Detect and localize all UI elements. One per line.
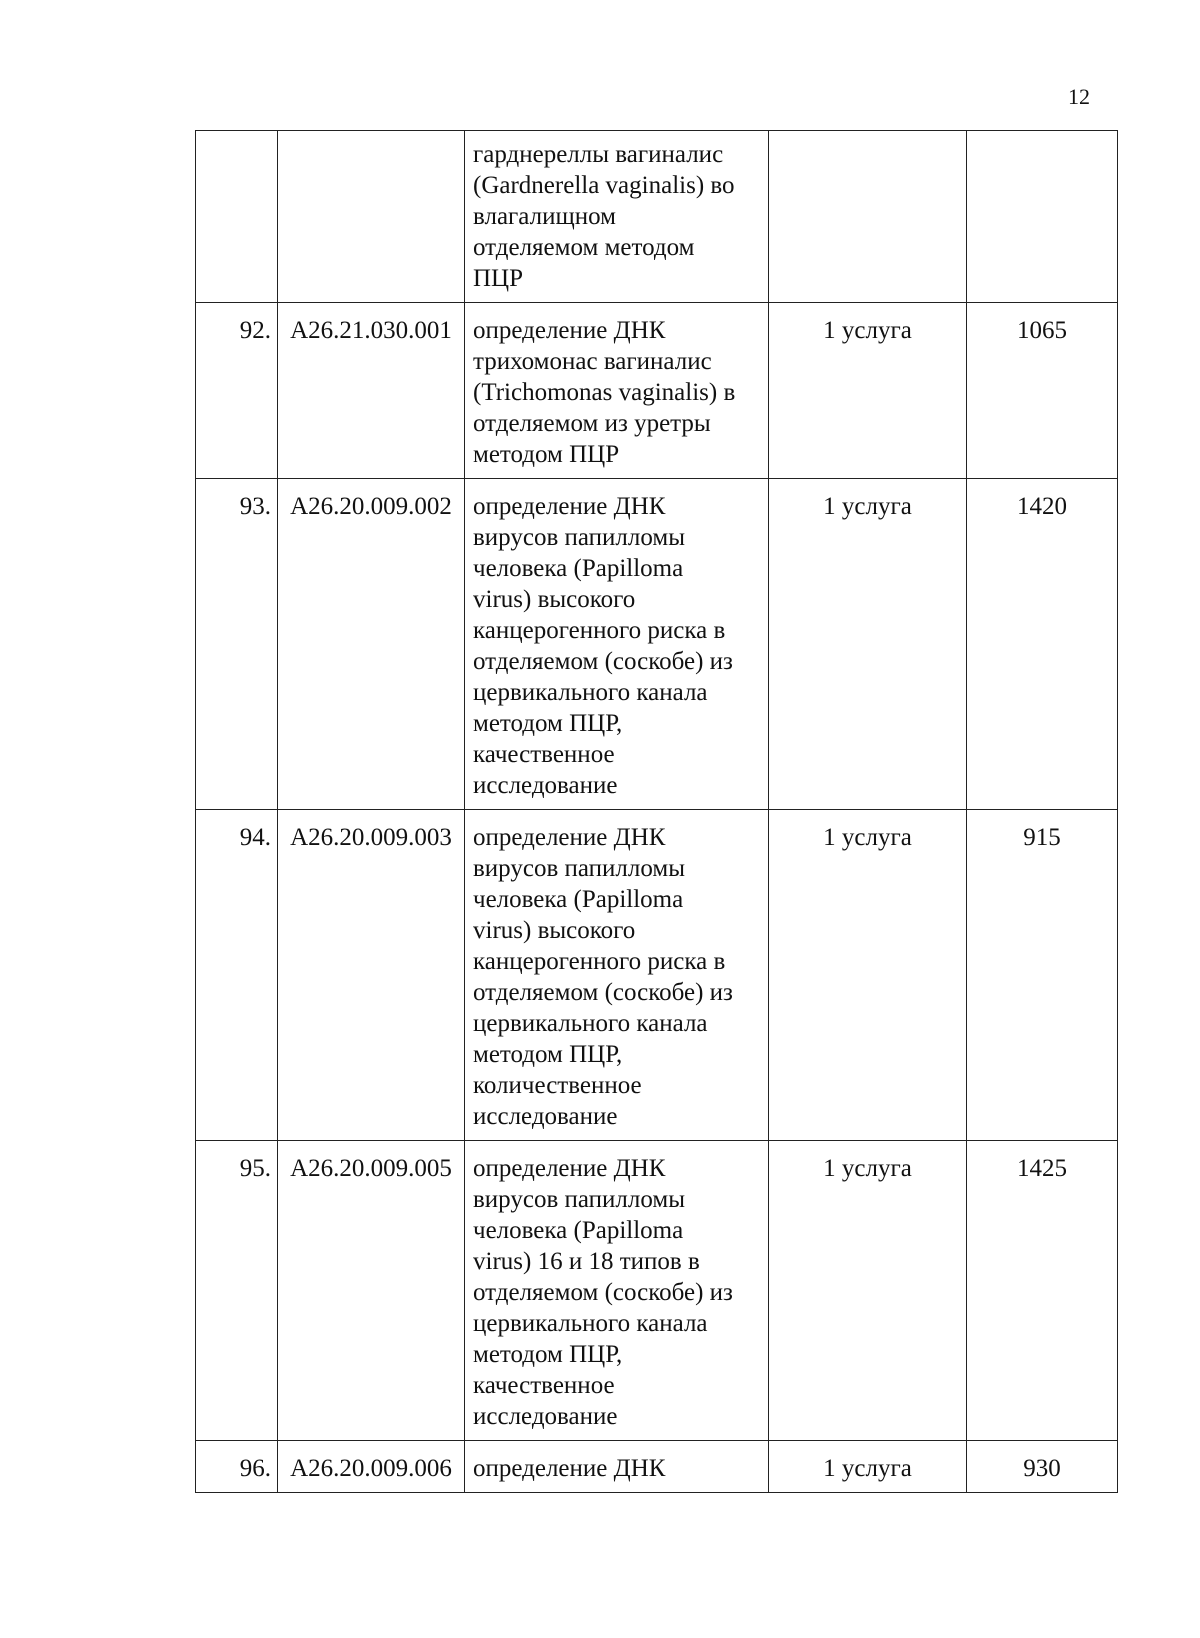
service-name-line: virus) высокого [473, 917, 636, 944]
table-row [196, 479, 1118, 810]
service-unit: 1 услуга [769, 479, 967, 810]
service-name-line: методом ПЦР, [473, 1341, 623, 1368]
service-name [465, 131, 769, 303]
row-number: 96. [196, 1441, 278, 1493]
service-name-line: качественное [473, 741, 615, 768]
service-name-line: ПЦР [473, 265, 524, 292]
service-price: 915 [967, 810, 1118, 1141]
service-name-line: определение ДНК [473, 1455, 666, 1482]
service-name-line: канцерогенного риска в [473, 617, 726, 644]
service-code: A26.20.009.003 [278, 810, 465, 1141]
table-row [196, 131, 1118, 303]
service-name-line: цервикального канала [473, 679, 708, 706]
service-price: 1420 [967, 479, 1118, 810]
service-name-line: определение ДНК [473, 824, 666, 851]
service-name-line: отделяемом (соскобе) из [473, 979, 733, 1006]
service-price: 1065 [967, 303, 1118, 479]
service-name-line: virus) высокого [473, 586, 636, 613]
row-number [196, 131, 278, 303]
service-name-line: исследование [473, 1403, 618, 1430]
page-number: 12 [1068, 84, 1090, 109]
service-name-line: определение ДНК [473, 317, 666, 344]
service-code: A26.21.030.001 [278, 303, 465, 479]
service-name-line: (Trichomonas vaginalis) в [473, 379, 736, 406]
service-name-line: человека (Papilloma [473, 555, 684, 582]
service-unit: 1 услуга [769, 1441, 967, 1493]
service-name-line: человека (Papilloma [473, 1217, 684, 1244]
price-table [195, 130, 1118, 1493]
service-name-line: отделяемом методом [473, 234, 695, 261]
service-code [278, 131, 465, 303]
service-name-line: исследование [473, 1103, 618, 1130]
service-name-line: человека (Papilloma [473, 886, 684, 913]
service-code: A26.20.009.002 [278, 479, 465, 810]
service-name-line: определение ДНК [473, 1155, 666, 1182]
service-name-line: трихомонас вагиналис [473, 348, 712, 375]
service-name-line: влагалищном [473, 203, 616, 230]
service-price [967, 131, 1118, 303]
service-name-line: вирусов папилломы [473, 855, 685, 882]
service-name-line: отделяемом (соскобе) из [473, 648, 733, 675]
service-price: 1425 [967, 1141, 1118, 1441]
service-name-line: канцерогенного риска в [473, 948, 726, 975]
service-name-line: определение ДНК [473, 493, 666, 520]
service-price: 930 [967, 1441, 1118, 1493]
table-row [196, 810, 1118, 1141]
service-unit: 1 услуга [769, 1141, 967, 1441]
row-number: 92. [196, 303, 278, 479]
service-name [465, 1141, 769, 1441]
row-number: 95. [196, 1141, 278, 1441]
service-name-line: вирусов папилломы [473, 524, 685, 551]
service-code: A26.20.009.006 [278, 1441, 465, 1493]
row-number: 93. [196, 479, 278, 810]
service-name-line: отделяемом (соскобе) из [473, 1279, 733, 1306]
service-name-line: virus) 16 и 18 типов в [473, 1248, 700, 1275]
service-name-line: исследование [473, 772, 618, 799]
service-unit: 1 услуга [769, 810, 967, 1141]
service-name-line: методом ПЦР, [473, 1041, 623, 1068]
row-number: 94. [196, 810, 278, 1141]
service-name-line: методом ПЦР, [473, 710, 623, 737]
service-name-line: цервикального канала [473, 1310, 708, 1337]
service-name-line: вирусов папилломы [473, 1186, 685, 1213]
service-name-line: методом ПЦР [473, 441, 620, 468]
service-name [465, 303, 769, 479]
service-unit [769, 131, 967, 303]
service-name-line: гарднереллы вагиналис [473, 141, 724, 168]
service-name-line: (Gardnerella vaginalis) во [473, 172, 735, 199]
service-code: A26.20.009.005 [278, 1141, 465, 1441]
service-name [465, 479, 769, 810]
table-row [196, 303, 1118, 479]
service-name [465, 1441, 769, 1493]
service-unit: 1 услуга [769, 303, 967, 479]
service-name-line: качественное [473, 1372, 615, 1399]
table-row [196, 1441, 1118, 1493]
service-name-line: цервикального канала [473, 1010, 708, 1037]
service-name-line: количественное [473, 1072, 642, 1099]
table-row [196, 1141, 1118, 1441]
service-name [465, 810, 769, 1141]
service-name-line: отделяемом из уретры [473, 410, 711, 437]
